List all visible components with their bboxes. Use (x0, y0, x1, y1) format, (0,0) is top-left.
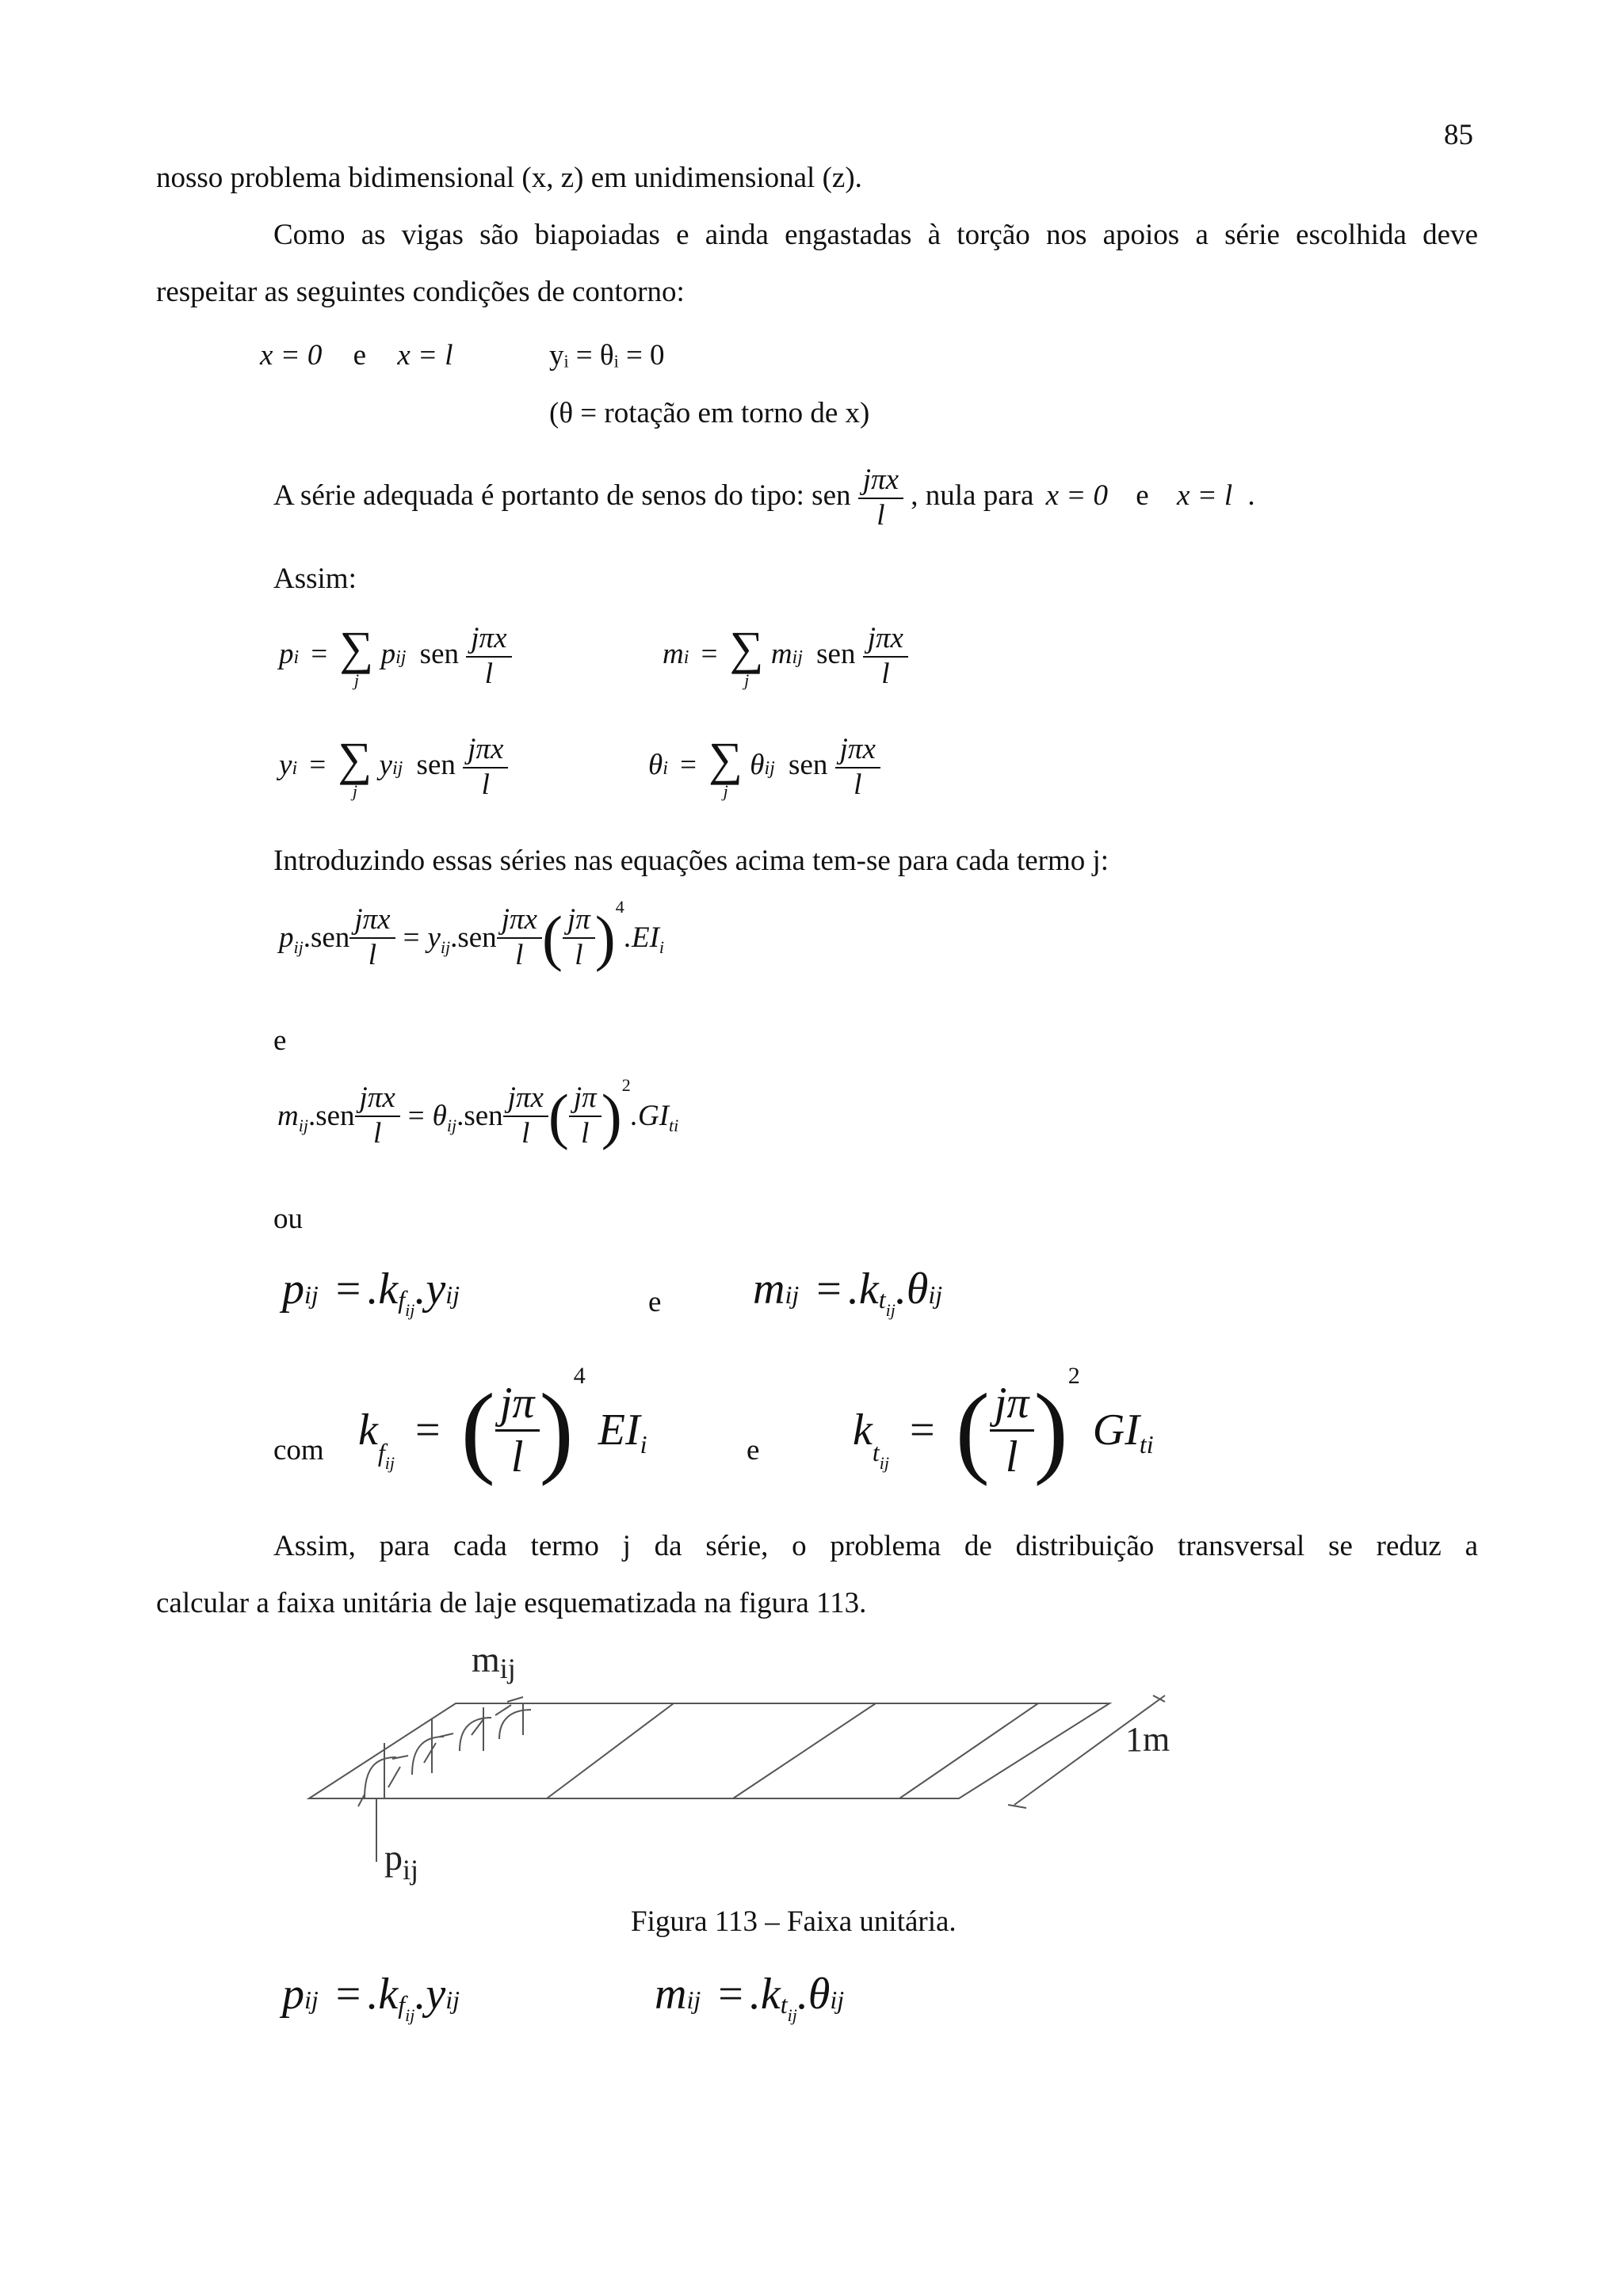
strip-diagonal (899, 1703, 1038, 1798)
eq-p-stiffness-bottom: pij = $.kf_{ij}.yij$ (282, 1970, 460, 2025)
left-paren: ( (541, 902, 563, 972)
figure-unit-strip (285, 1632, 1236, 1917)
moment-tick (495, 1705, 511, 1715)
series-tail-text: , nula para (911, 479, 1034, 513)
series-dot: . (1247, 479, 1255, 513)
left-paren: ( (548, 1081, 569, 1150)
eq-p-stiffness: pij = $.kf_{ij}.yij$ (282, 1264, 460, 1320)
eq-kf: k f ij = ( $\frac{j\pi}{l}$ ) 4 EI i (358, 1363, 647, 1487)
right-paren: ) (539, 1373, 574, 1487)
left-paren: ( (460, 1373, 495, 1487)
introduzindo-text: Introduzindo essas séries nas equações acima tem-se para cada termo j: (273, 845, 1109, 877)
boundary-xl: x = l (397, 339, 453, 372)
series-x0: x = 0 (1045, 479, 1109, 513)
left-paren: ( (955, 1373, 990, 1487)
series-xl: x = l (1176, 479, 1233, 513)
e-label-big: e (648, 1286, 662, 1318)
moment-arc (365, 1757, 396, 1798)
sum-symbol: ∑ j (339, 621, 374, 690)
eq-kt: k t ij = ( $\frac{j\pi}{l}$ ) 2 GI ti (853, 1363, 1154, 1487)
dimension-tick (1008, 1805, 1026, 1808)
strip-diagonal (733, 1703, 876, 1798)
paragraph-reduction-line2: calcular a faixa unitária de laje esquematizada na figura 113. (156, 1587, 867, 1619)
eq-bending: p ij .sen $\frac{\text{jπx}}{l}$ = y ij .sen $\frac{\text{jπx}}{l}$ ( $\frac{j\pi}{l}$ ) 4 .EI i (279, 897, 665, 972)
series-statement (273, 463, 1255, 532)
ou-label: ou (273, 1203, 303, 1235)
paragraph-boundary-line1: Como as vigas são biapoiadas e ainda engastadas à torção nos apoios a série escolhida deve (273, 219, 1478, 251)
right-paren: ) (1033, 1373, 1068, 1487)
series-intro-text: A série adequada é portanto de senos do tipo: sen (273, 479, 851, 513)
series-fraction-numerator: jπx (858, 463, 903, 499)
label-p: $p_{ij}$ (384, 1837, 419, 1886)
series-fraction (858, 463, 903, 532)
sum-symbol: ∑ j (338, 732, 372, 801)
label-m: mij (472, 1639, 516, 1684)
moment-tick (424, 1743, 436, 1763)
boundary-note: (θ = rotação em torno de x) (549, 397, 870, 429)
eq-p-series: pi = ∑ j pij sen $\frac{\text{jπx}}{l}$ (279, 622, 512, 691)
figure-caption: Figura 113 – Faixa unitária. (631, 1905, 957, 1938)
eq-y-series: yi = ∑ j yij sen $\frac{\text{jπx}}{l}$ (279, 733, 508, 802)
strip-diagonal (547, 1703, 674, 1798)
right-paren: ) (601, 1081, 622, 1150)
moment-arc (460, 1718, 491, 1751)
series-fraction-denominator: l (876, 498, 885, 532)
right-paren: ) (594, 902, 616, 972)
boundary-condition-values: yᵢ = θᵢ = 0 (549, 339, 665, 372)
label-width: 1m (1125, 1720, 1170, 1759)
paragraph-boundary-line2: respeitar as seguintes condições de contorno: (156, 276, 685, 308)
paragraph-reduction-line1: Assim, para cada termo j da série, o problema de distribuição transversal se reduz a (273, 1530, 1478, 1562)
sum-symbol: ∑ j (708, 732, 743, 801)
moment-arc (499, 1710, 531, 1739)
com-label: com (273, 1434, 324, 1466)
eq-m-series: mi = ∑ j mij sen $\frac{\text{jπx}}{l}$ (663, 622, 908, 691)
eq-m-stiffness-bottom: mij = $.kt_{ij}.\theta ij$ (655, 1970, 845, 2025)
e-label: e (273, 1024, 287, 1057)
moment-tick (388, 1767, 400, 1787)
sum-symbol: ∑ j (729, 621, 764, 690)
moment-tick (358, 1794, 365, 1806)
page-number: 85 (1444, 119, 1473, 151)
boundary-e: e (353, 339, 367, 372)
eq-theta-series: θi = ∑ j θij sen $\frac{\text{jπx}}{l}$ (648, 733, 880, 802)
assim-label: Assim: (273, 563, 357, 595)
strip-outline (309, 1703, 1109, 1798)
boundary-x0: x = 0 (260, 339, 323, 372)
series-e: e (1136, 479, 1149, 513)
boundary-conditions (260, 341, 453, 370)
moment-tick (440, 1733, 453, 1737)
eq-m-stiffness: mij = $.kt_{ij}.\theta ij$ (753, 1264, 943, 1320)
e-label-com: e (747, 1434, 760, 1466)
eq-torsion: m ij .sen $\frac{\text{jπx}}{l}$ = θ ij .sen $\frac{\text{jπx}}{l}$ ( $\frac{j\pi}{l}$ ) 2 .GI ti (277, 1075, 679, 1150)
moment-tick (507, 1697, 523, 1702)
paragraph-continuation: nosso problema bidimensional (x, z) em unidimensional (z). (156, 162, 862, 194)
